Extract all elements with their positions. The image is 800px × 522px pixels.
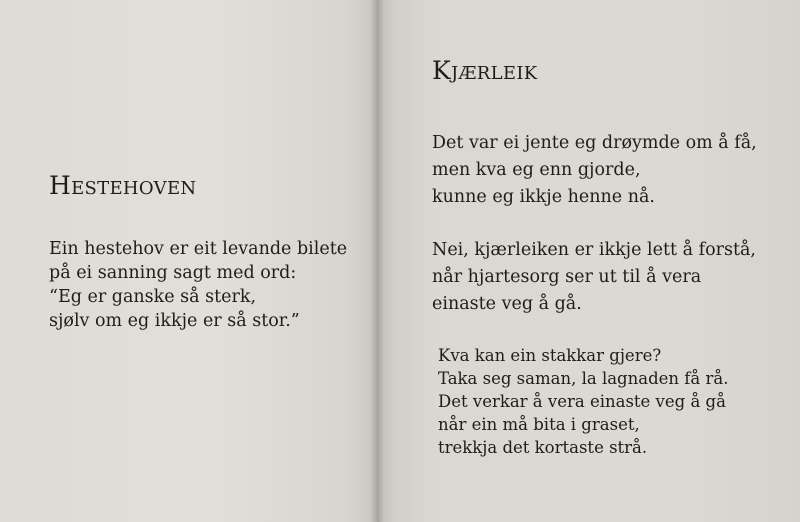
poem-line: Taka seg saman, la lagnaden få rå. — [438, 369, 729, 388]
poem-title-kjaerleik: Kjærleik — [432, 56, 538, 85]
poem-title-hestehoven: Hestehoven — [49, 171, 197, 200]
poem-stanza — [49, 237, 347, 333]
poem-line: men kva eg enn gjorde, — [432, 160, 641, 180]
poem-line: Kva kan ein stakkar gjere? — [438, 346, 662, 365]
poem-line: kunne eg ikkje henne nå. — [432, 187, 655, 207]
poem-stanza — [432, 130, 757, 211]
left-page — [0, 0, 377, 522]
poem-line: når ein må bita i graset, — [438, 415, 640, 434]
poem-line: Det var ei jente eg drøymde om å få, — [432, 133, 757, 153]
poem-line: sjølv om eg ikkje er så stor.” — [49, 311, 300, 331]
poem-line: når hjartesorg ser ut til å vera — [432, 267, 702, 287]
poem-line: einaste veg å gå. — [432, 294, 582, 314]
poem-stanza — [438, 344, 728, 459]
poem-line: trekkja det kortaste strå. — [438, 438, 648, 457]
right-page — [377, 0, 800, 522]
poem-line: Nei, kjærleiken er ikkje lett å forstå, — [432, 240, 756, 260]
poem-stanza — [432, 237, 756, 318]
poem-line: på ei sanning sagt med ord: — [49, 263, 297, 283]
poem-line: Det verkar å vera einaste veg å gå — [438, 392, 726, 411]
poem-line: Ein hestehov er eit levande bilete — [49, 239, 348, 259]
poem-line: “Eg er ganske så sterk, — [49, 287, 257, 307]
